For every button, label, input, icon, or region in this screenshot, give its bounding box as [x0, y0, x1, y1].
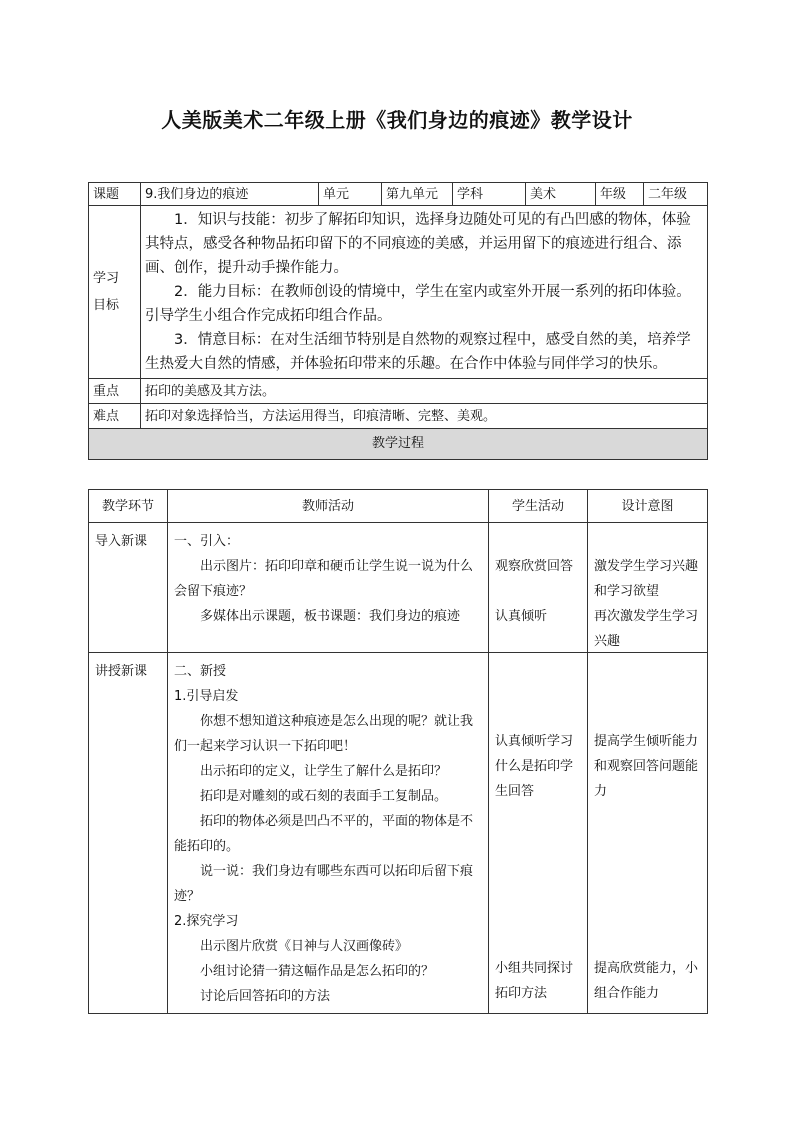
teacher-line: 你想不想知道这种痕迹是怎么出现的呢？就让我们一起来学习认识一下拓印吧！: [174, 714, 474, 754]
student-activity-cell: [489, 523, 588, 653]
objectives-row: [89, 206, 708, 379]
table-row: [89, 653, 708, 1014]
key-point-label: 重点: [89, 379, 141, 404]
teacher-line: 2.探究学习: [174, 914, 239, 929]
stage-cell: 讲授新课: [89, 653, 168, 1014]
process-header-row: [89, 490, 708, 523]
subject-label: 学科: [453, 183, 526, 206]
objectives-label-line-2: 目标: [93, 298, 120, 313]
lesson-label: 课题: [89, 183, 141, 206]
objective-item: 1．知识与技能：初步了解拓印知识，选择身边随处可见的有凸凹感的物体，体验其特点，感受各种物品拓印留下的不同痕迹的美感，并运用留下的痕迹进行组合、添画、创作，提升动手操作能力。: [145, 212, 691, 276]
design-intent-item: 提高欣赏能力，小组合作能力: [594, 961, 699, 1001]
key-point-value: 拓印的美感及其方法。: [141, 379, 708, 404]
grade-label: 年级: [596, 183, 644, 206]
teacher-line: 拓印是对雕刻的或石刻的表面手工复制品。: [200, 789, 448, 804]
student-activity-cell: [489, 653, 588, 1014]
grade-value: 二年级: [644, 183, 708, 206]
difficulty-row: [89, 404, 708, 429]
lesson-row: [89, 183, 708, 206]
difficulty-label: 难点: [89, 404, 141, 429]
design-intent-item: 激发学生学习兴趣和学习欲望: [594, 559, 699, 599]
teacher-activity-cell: [168, 653, 489, 1014]
unit-label: 单元: [319, 183, 382, 206]
student-activity-item: 认真倾听学习什么是拓印学生回答: [495, 734, 574, 799]
key-point-row: [89, 379, 708, 404]
teacher-line: 小组讨论猜一猜这幅作品是怎么拓印的？: [200, 964, 435, 979]
objectives-label-line-1: 学习: [93, 271, 120, 286]
difficulty-value: 拓印对象选择恰当，方法运用得当，印痕清晰、完整、美观。: [141, 404, 708, 429]
header-stage: 教学环节: [89, 490, 168, 523]
objectives-label: [89, 206, 141, 379]
student-activity-item: 认真倾听: [495, 609, 548, 624]
teacher-line: 拓印的物体必须是凹凸不平的，平面的物体是不能拓印的。: [174, 814, 474, 854]
teacher-line: 讨论后回答拓印的方法: [200, 989, 331, 1004]
student-activity-item: 小组共同探讨拓印方法: [495, 961, 574, 1001]
lesson-info-table: [88, 182, 708, 460]
objective-item: 2．能力目标：在教师创设的情境中，学生在室内或室外开展一系列的拓印体验。引导学生小组合作完成拓印组合作品。: [145, 284, 691, 324]
table-row: [89, 523, 708, 653]
teaching-process-table: [88, 489, 708, 1014]
teacher-line: 出示图片欣赏《日神与人汉画像砖》: [200, 939, 409, 954]
header-teacher: 教师活动: [168, 490, 489, 523]
stage-cell: 导入新课: [89, 523, 168, 653]
lesson-value: 9.我们身边的痕迹: [141, 183, 319, 206]
teacher-line: 一、引入：: [174, 534, 240, 549]
document-title: 人美版美术二年级上册《我们身边的痕迹》教学设计: [161, 108, 633, 132]
design-intent-item: 再次激发学生学习兴趣: [594, 609, 699, 649]
teacher-line: 多媒体出示课题，板书课题：我们身边的痕迹: [200, 609, 461, 624]
objectives-content: [141, 206, 708, 379]
teacher-line: 出示图片：拓印印章和硬币让学生说一说为什么会留下痕迹？: [174, 559, 474, 599]
teacher-line: 二、新授: [174, 664, 227, 679]
teacher-line: 说一说：我们身边有哪些东西可以拓印后留下痕迹？: [174, 864, 474, 904]
process-title-row: [89, 429, 708, 460]
header-intent: 设计意图: [588, 490, 708, 523]
subject-value: 美术: [526, 183, 596, 206]
design-intent-cell: [588, 523, 708, 653]
objective-item: 3．情意目标：在对生活细节特别是自然物的观察过程中，感受自然的美，培养学生热爱大自然的情感，并体验拓印带来的乐趣。在合作中体验与同伴学习的快乐。: [145, 332, 691, 372]
teacher-line: 1.引导启发: [174, 689, 239, 704]
teacher-activity-cell: [168, 523, 489, 653]
header-student: 学生活动: [489, 490, 588, 523]
process-title: 教学过程: [89, 429, 708, 460]
teacher-line: 出示拓印的定义，让学生了解什么是拓印？: [200, 764, 448, 779]
design-intent-cell: [588, 653, 708, 1014]
student-activity-item: 观察欣赏回答: [495, 559, 574, 574]
unit-value: 第九单元: [382, 183, 453, 206]
design-intent-item: 提高学生倾听能力和观察回答问题能力: [594, 734, 699, 799]
